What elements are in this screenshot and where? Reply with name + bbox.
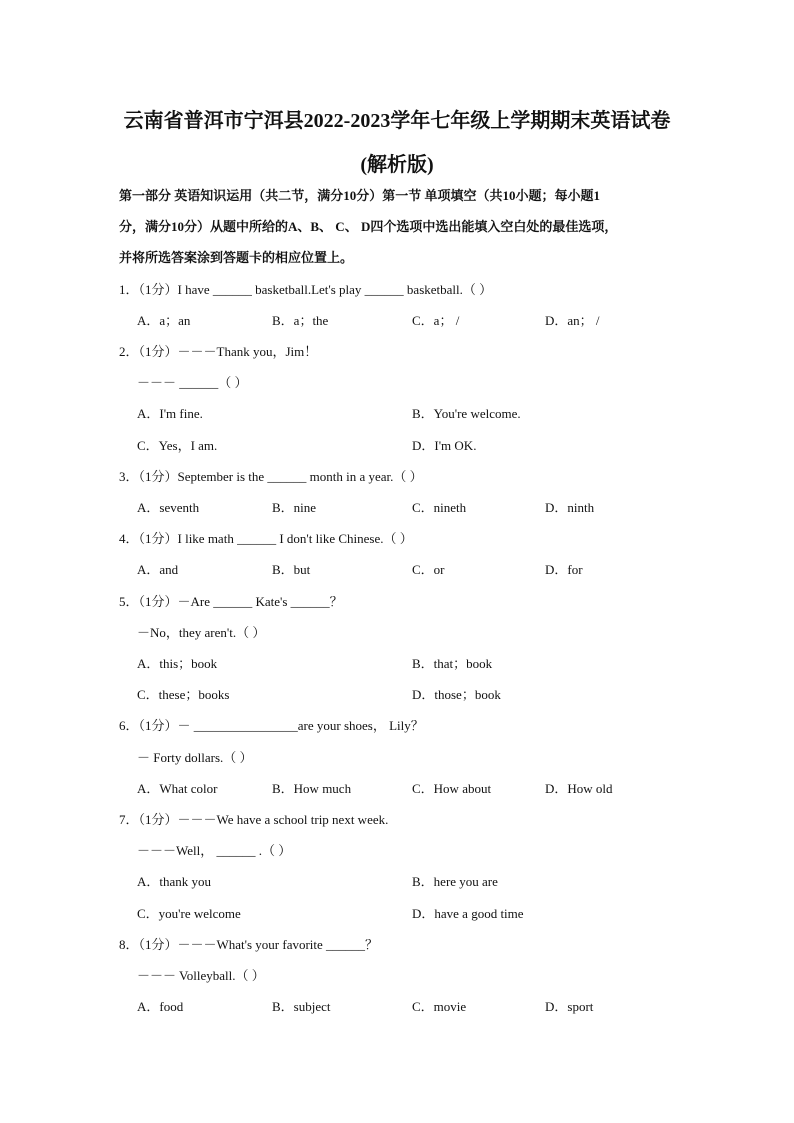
q4-option-d: D．for: [545, 562, 583, 577]
question-2-stem: 2．（1分）－－－Thank you，Jim！: [119, 344, 318, 359]
q5-option-a: A．this；book: [137, 656, 218, 671]
q2-option-c: C．Yes，I am.: [137, 438, 218, 453]
q5-option-d: D．those；book: [412, 687, 501, 702]
question-5-response: －No，they aren't.（ ）: [137, 625, 266, 640]
q6-option-c: C．How about: [412, 781, 492, 796]
q7-option-c: C．you're welcome: [137, 906, 241, 921]
q1-option-a: A．a；an: [137, 313, 191, 328]
instructions-line: 并将所选答案涂到答题卡的相应位置上。: [119, 250, 354, 265]
q7-option-d: D．have a good time: [412, 906, 524, 921]
instructions-line: 第一部分 英语知识运用（共二节，满分10分）第一节 单项填空（共10小题；每小题1: [119, 188, 601, 203]
instructions-line: 分，满分10分）从题中所给的A、B、 C、 D四个选项中选出能填入空白处的最佳选项，: [119, 219, 618, 234]
question-8-response: －－－ Volleyball.（ ）: [137, 968, 265, 983]
q8-option-b: B．subject: [272, 999, 331, 1014]
q1-option-d: D．an； /: [545, 313, 600, 328]
q8-option-a: A．food: [137, 999, 184, 1014]
q3-option-d: D．ninth: [545, 500, 595, 515]
question-4-stem: 4．（1分）I like math ______ I don't like Chinese.（ ）: [119, 531, 413, 546]
question-1-stem: 1．（1分）I have ______ basketball.Let's play ______ basketball.（ ）: [119, 282, 493, 297]
q4-option-a: A．and: [137, 562, 179, 577]
q8-option-c: C．movie: [412, 999, 467, 1014]
q6-option-d: D．How old: [545, 781, 613, 796]
q2-option-b: B．You're welcome.: [412, 406, 521, 421]
question-5-stem: 5．（1分）－Are ______ Kate's ______？: [119, 594, 343, 609]
q2-option-d: D．I'm OK.: [412, 438, 477, 453]
q4-option-b: B．but: [272, 562, 311, 577]
question-7-response: －－－Well， ______ .（ ）: [137, 843, 292, 858]
q7-option-b: B．here you are: [412, 874, 498, 889]
question-2-response: －－－ ______（ ）: [137, 375, 248, 390]
question-6-stem: 6．（1分）－ ________________are your shoes， Lily？: [119, 718, 424, 733]
q2-option-a: A．I'm fine.: [137, 406, 203, 421]
section-instructions: [119, 180, 679, 273]
q6-option-b: B．How much: [272, 781, 352, 796]
q7-option-a: A．thank you: [137, 874, 212, 889]
q1-option-c: C．a； /: [412, 313, 460, 328]
page-subtitle: (解析版): [360, 154, 434, 176]
q3-option-a: A．seventh: [137, 500, 200, 515]
q5-option-b: B．that；book: [412, 656, 493, 671]
q8-option-d: D．sport: [545, 999, 594, 1014]
q3-option-b: B．nine: [272, 500, 317, 515]
q4-option-c: C．or: [412, 562, 445, 577]
q3-option-c: C．nineth: [412, 500, 467, 515]
question-3-stem: 3．（1分）September is the ______ month in a year.（ ）: [119, 469, 423, 484]
question-7-stem: 7．（1分）－－－We have a school trip next week.: [119, 812, 389, 827]
question-6-response: － Forty dollars.（ ）: [137, 750, 253, 765]
question-8-stem: 8．（1分）－－－What's your favorite ______？: [119, 937, 379, 952]
q5-option-c: C．these；books: [137, 687, 230, 702]
q6-option-a: A．What color: [137, 781, 218, 796]
q1-option-b: B．a；the: [272, 313, 329, 328]
page-title: 云南省普洱市宁洱县2022-2023学年七年级上学期期末英语试卷: [123, 110, 671, 132]
